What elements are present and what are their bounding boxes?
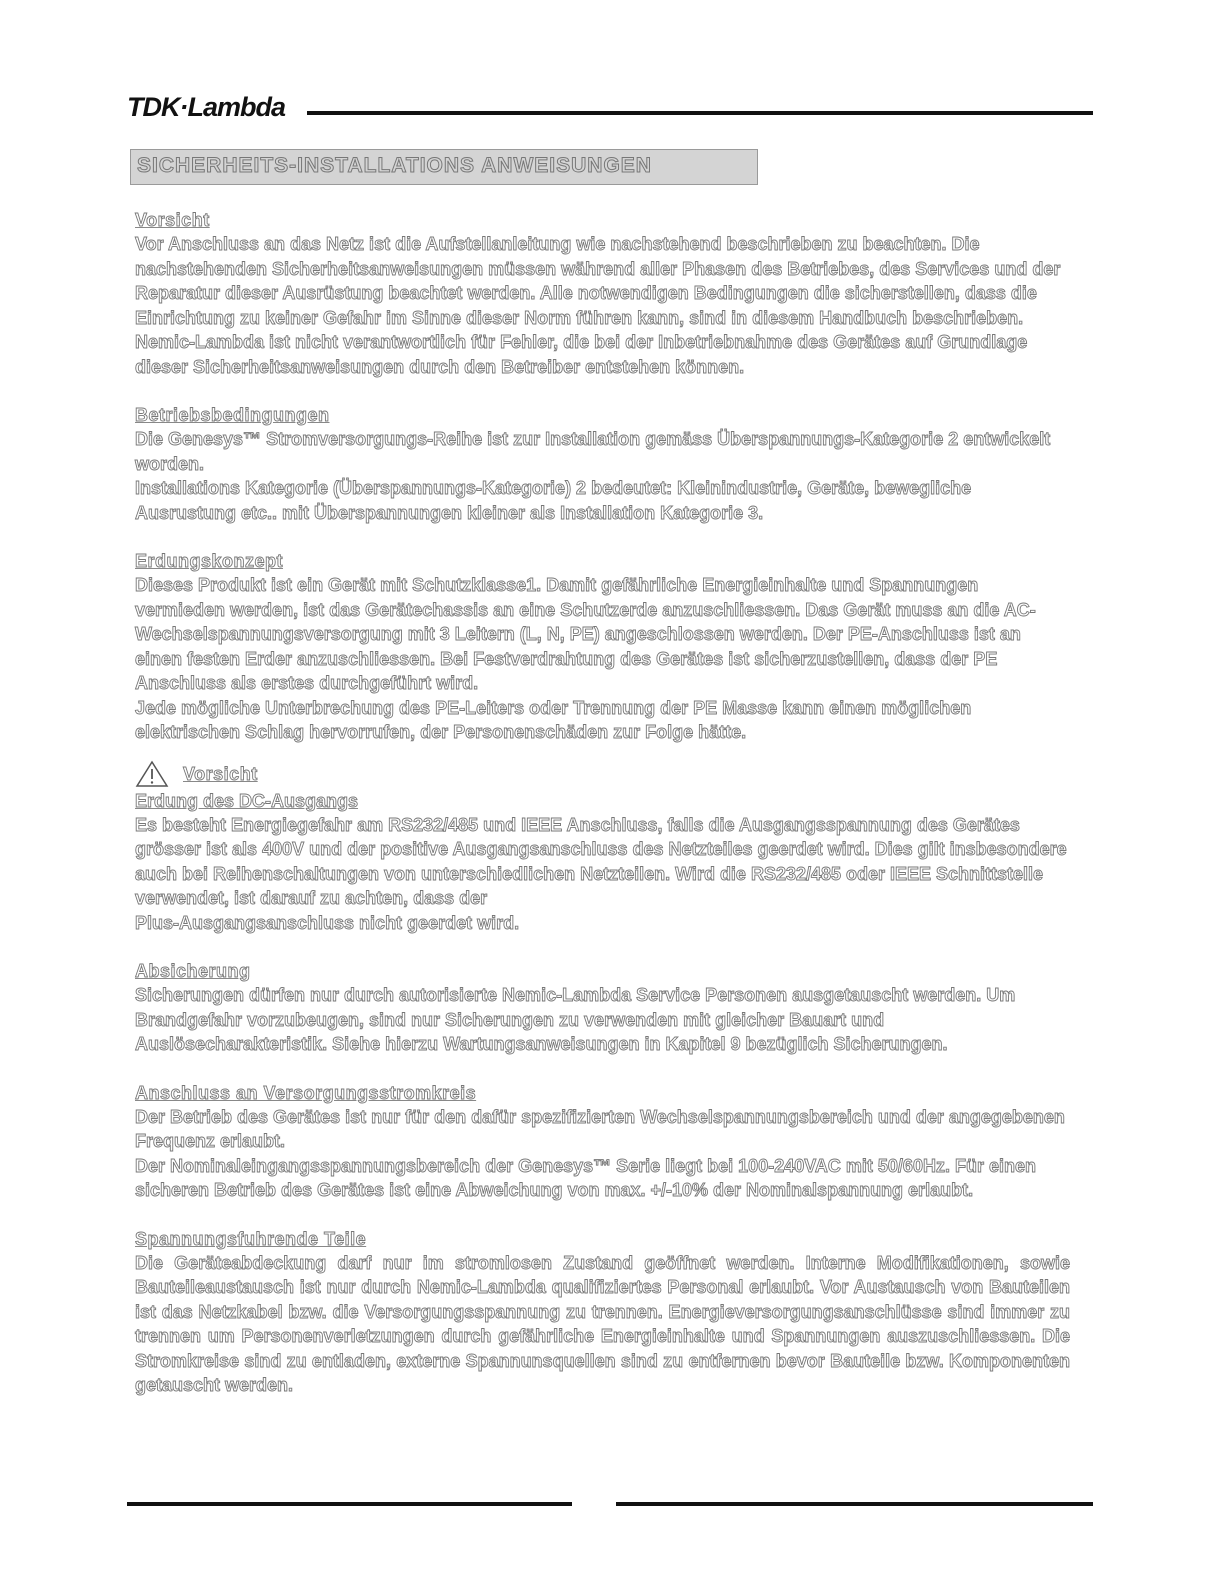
paragraph: Installations Kategorie (Überspannungs-Kategorie) 2 bedeutet: Kleinindustrie, Geräte, bewegliche Ausrustung etc.. mit Überspannungen kleiner als Installation Kategorie 3. bbox=[135, 478, 972, 523]
content bbox=[135, 208, 1070, 1422]
footer-rule-left bbox=[127, 1502, 572, 1506]
section-heading: Absicherung bbox=[135, 961, 251, 981]
warning-triangle-icon bbox=[135, 760, 169, 788]
section-heading: Betriebsbedingungen bbox=[135, 405, 330, 425]
page-header bbox=[127, 92, 1093, 132]
paragraph: Es besteht Energiegefahr am RS232/485 und IEEE Anschluss, falls die Ausgangsspannung des Gerätes grösser ist als 400V und der positive Ausgangsanschluss des Netzteiles geerdet wird. Dies gilt insbesondere auch bei Reihenschaltungen von unterschiedlichen Netzteilen. Wird die RS232/485 oder IEEE Schnittstelle verwendet, ist darauf zu achten, dass der bbox=[135, 814, 1067, 908]
section-erdung-dc bbox=[135, 759, 1070, 936]
paragraph: Der Nominaleingangsspannungsbereich der Genesys™ Serie liegt bei 100-240VAC mit 50/60Hz. Für einen sicheren Betrieb des Gerätes ist eine Abweichung von max. +/-10% der Nominalspannung erlaubt. bbox=[135, 1155, 1036, 1200]
section-anschluss bbox=[135, 1081, 1070, 1203]
paragraph: Vor Anschluss an das Netz ist die Aufstellanleitung wie nachstehend beschrieben zu beachten. Die nachstehenden Sicherheitsanweisungen müssen während aller Phasen des Betriebes, des Services und der Reparatur dieser Ausrüstung beachtet werden. Alle notwendigen Bedingungen die sicherstellen, dass die Einrichtung zu keiner Gefahr im Sinne dieser Norm führen kann, sind in diesem Handbuch beschrieben. bbox=[135, 234, 1061, 328]
caution-heading: Vorsicht bbox=[183, 763, 258, 784]
section-vorsicht bbox=[135, 208, 1070, 379]
section-heading: Erdungskonzept bbox=[135, 551, 284, 571]
section-heading: Spannungsfuhrende Teile bbox=[135, 1228, 367, 1249]
footer-rule-right bbox=[616, 1502, 1093, 1506]
paragraph: Plus-Ausgangsanschluss nicht geerdet wird. bbox=[135, 912, 520, 933]
paragraph: Nemic-Lambda ist nicht verantwortlich für Fehler, die bei der Inbetriebnahme des Gerätes auf Grundlage dieser Sicherheitsanweisungen durch den Betreiber entstehen können. bbox=[135, 332, 1028, 377]
section-heading: Vorsicht bbox=[135, 210, 210, 230]
paragraph: Jede mögliche Unterbrechung des PE-Leiters oder Trennung der PE Masse kann einen möglichen elektrischen Schlag hervorrufen, der Personenschäden zur Folge hätte. bbox=[135, 697, 972, 742]
section-heading: Anschluss an Versorgungsstromkreis bbox=[135, 1082, 477, 1103]
caution-row bbox=[135, 759, 1070, 789]
paragraph: Der Betrieb des Gerätes ist nur für den dafür spezifizierten Wechselspannungsbereich und der angegebenen Frequenz erlaubt. bbox=[135, 1106, 1065, 1151]
paragraph: Sicherungen dürfen nur durch autorisierte Nemic-Lambda Service Personen ausgetauscht werden. Um Brandgefahr vorzubeugen, sind nur Sicherungen zu verwenden mit gleicher Bauart und Auslösecharakteristik. Siehe hierzu Wartungsanweisungen in Kapitel 9 bezüglich Sicherungen. bbox=[135, 985, 1016, 1054]
header-rule bbox=[307, 111, 1093, 115]
page-title: SICHERHEITS-INSTALLATIONS ANWEISUNGEN bbox=[137, 154, 652, 177]
section-erdungskonzept bbox=[135, 549, 1070, 745]
title-box bbox=[130, 149, 758, 185]
section-spannungsfuhrende-teile bbox=[135, 1227, 1070, 1398]
paragraph: Die Genesys™ Stromversorgungs-Reihe ist zur Installation gemäss Überspannungs-Kategorie 2 entwickelt worden. bbox=[135, 429, 1051, 474]
section-betriebsbedingungen bbox=[135, 403, 1070, 525]
paragraph: Die Geräteabdeckung darf nur im stromlosen Zustand geöffnet werden. Interne Modifikationen, sowie Bauteileaustausch ist nur durch Nemic-Lambda qualifiziertes Personal erlaubt. Vor Austausch von Bauteilen ist das Netzkabel bzw. die Versorgungsspannung zu trennen. Energieversorgungsanschlüsse sind immer zu trennen um Personenverletzungen durch gefährliche Energieinhalte und Spannungen auszuschliessen. Die Stromkreise sind zu entladen, externe Spannunsquellen sind zu entfernen bevor Bauteile bzw. Komponenten getauscht werden. bbox=[135, 1252, 1070, 1395]
tdk-lambda-logo: TDK·Lambda bbox=[127, 92, 285, 122]
paragraph: Dieses Produkt ist ein Gerät mit Schutzklasse1. Damit gefährliche Energieinhalte und Spannungen vermieden werden, ist das Gerätechassis an eine Schutzerde anzuschliessen. Das Gerät muss an die AC-Wechselspannungsversorgung mit 3 Leitern (L, N, PE) angeschlossen werden. Der PE-Anschluss ist an einen festen Erder anzuschliessen. Bei Festverdrahtung des Gerätes ist sicherzustellen, dass der PE Anschluss als erstes durchgeführt wird. bbox=[135, 575, 1036, 693]
section-absicherung bbox=[135, 959, 1070, 1057]
section-subheading: Erdung des DC-Ausgangs bbox=[135, 790, 359, 811]
